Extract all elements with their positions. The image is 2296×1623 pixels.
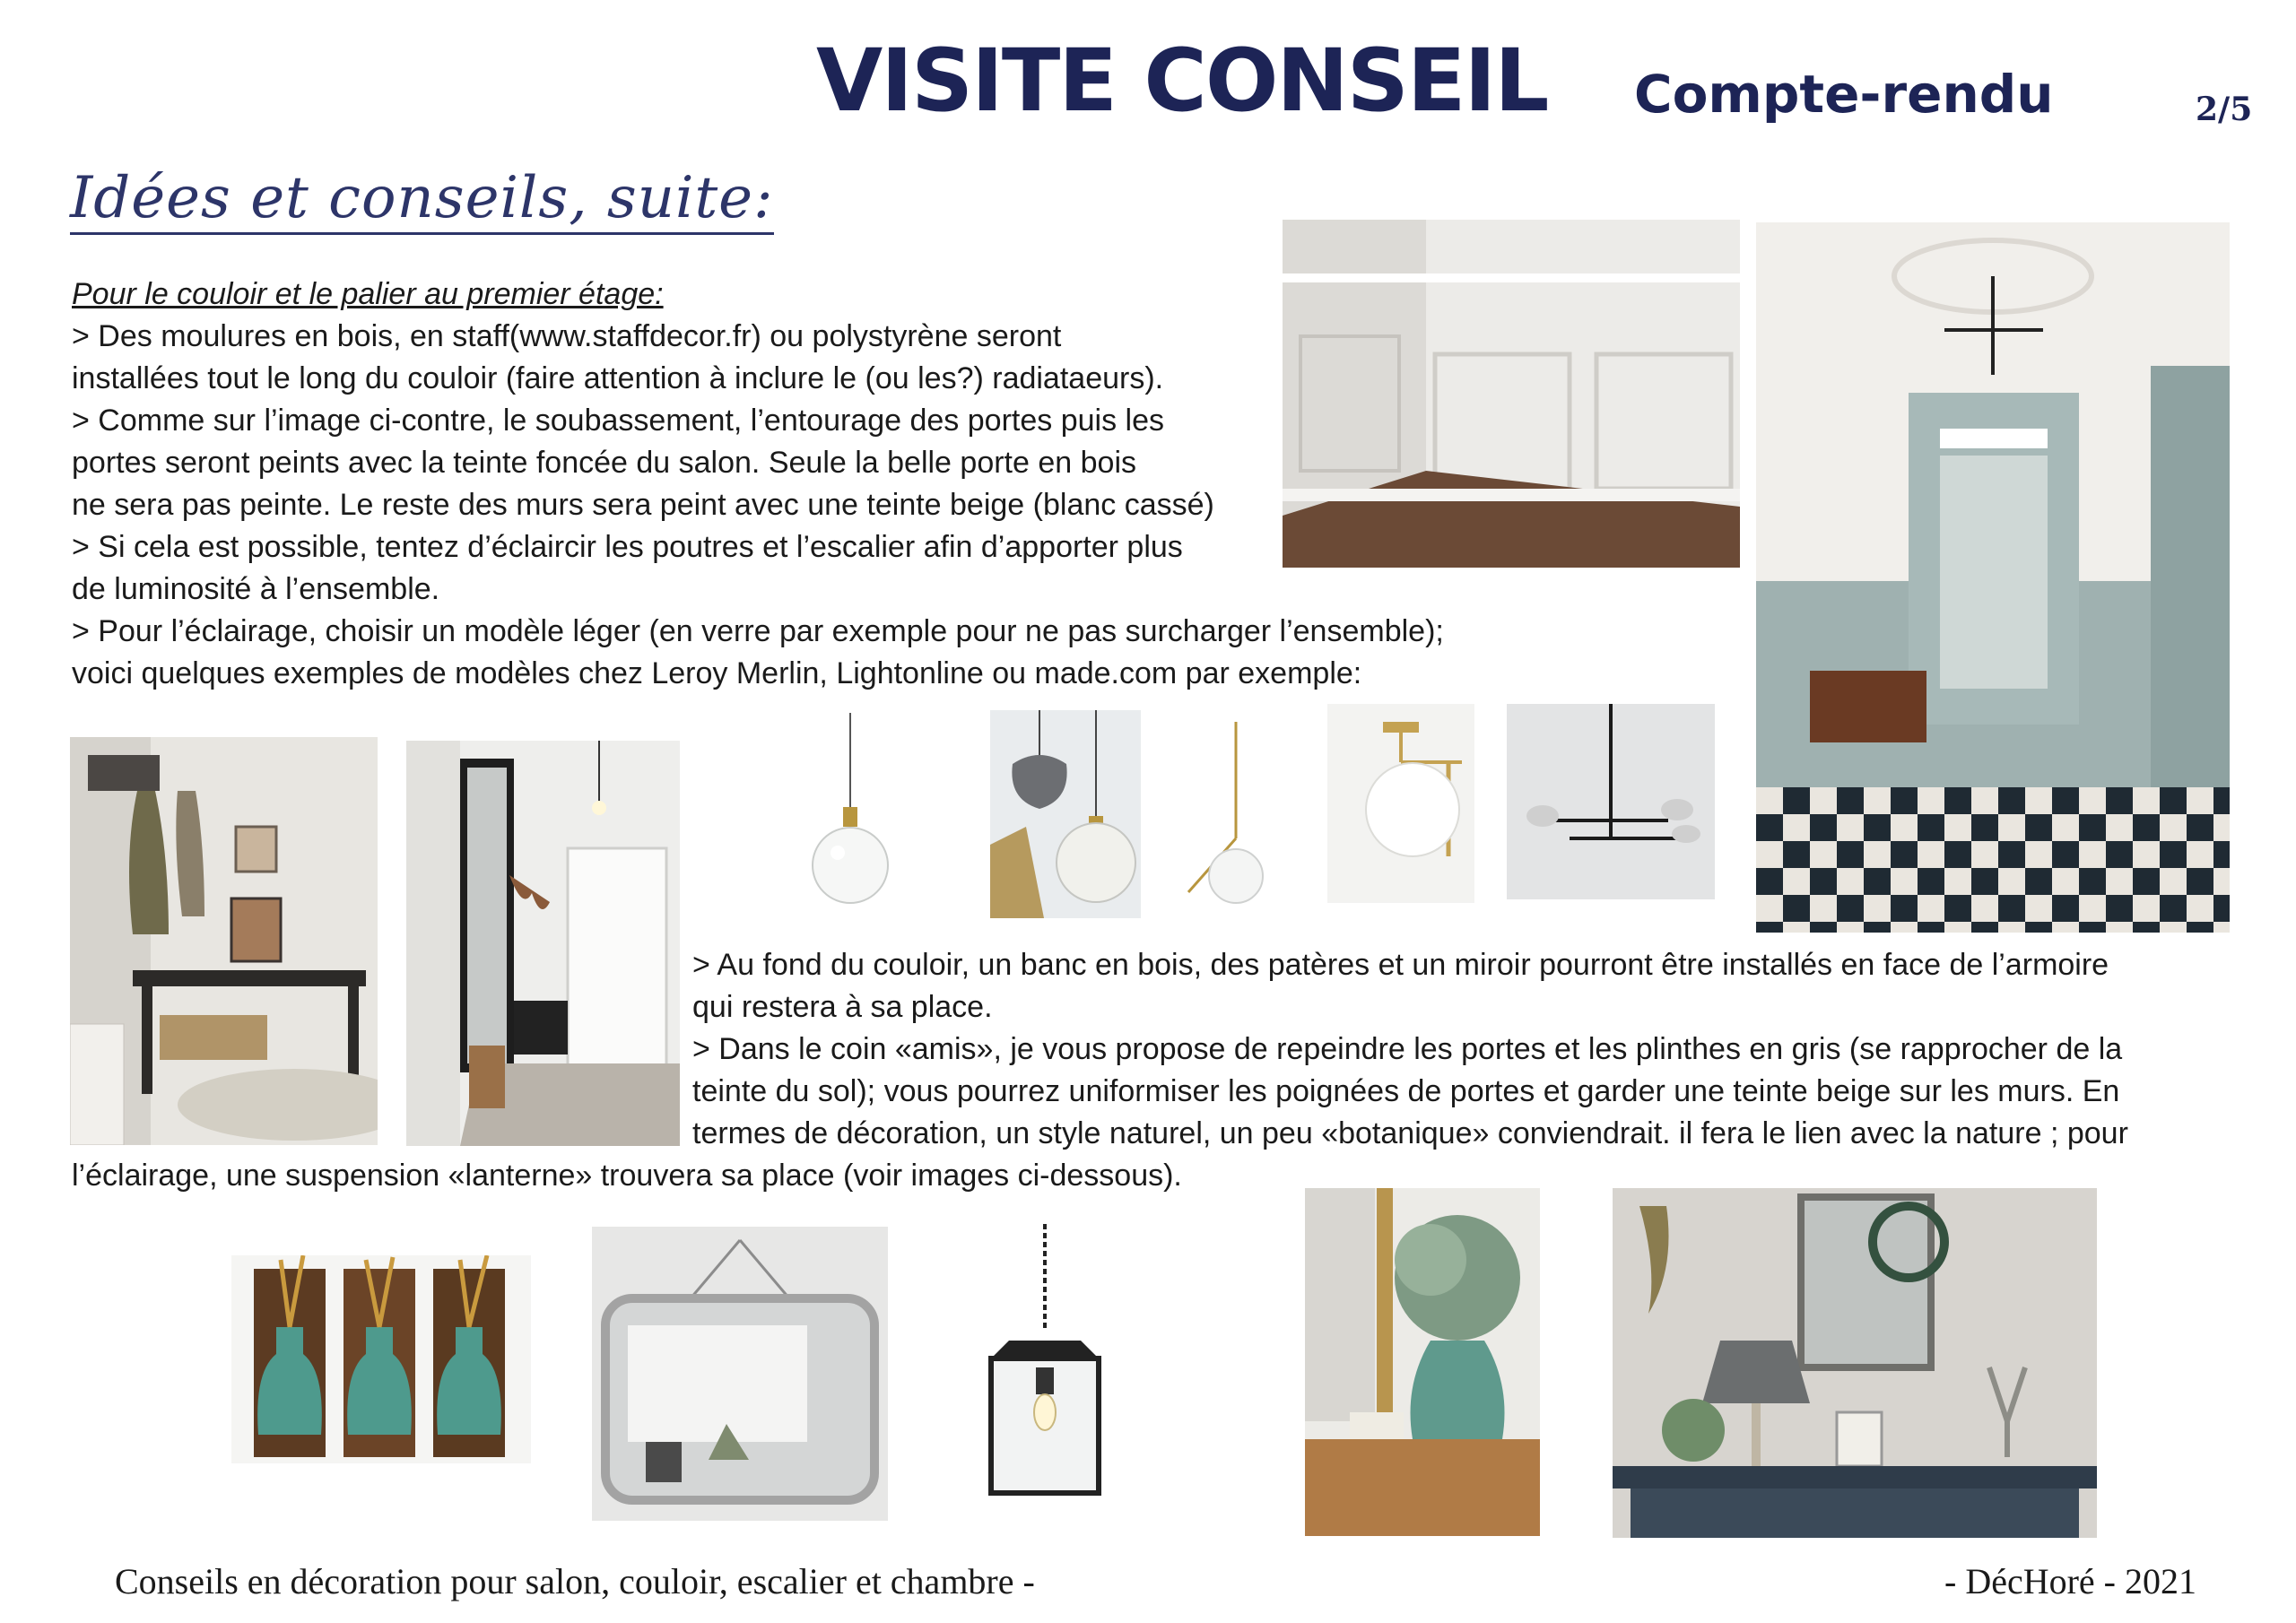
text-line: l’éclairage, une suspension «lanterne» trouvera sa place (voir images ci-dessous). bbox=[72, 1159, 1182, 1193]
section-heading: Idées et conseils, suite: bbox=[70, 169, 774, 235]
hallway-mirror-photo bbox=[406, 741, 680, 1146]
black-chandelier-photo bbox=[1507, 704, 1715, 899]
text-line: > Des moulures en bois, en staff(www.staffdecor.fr) ou polystyrène seront bbox=[72, 319, 1062, 353]
text-line: > Pour l’éclairage, choisir un modèle léger (en verre par exemple pour ne pas surcharger l’ensemble); bbox=[72, 614, 1444, 648]
brass-wall-globe-photo bbox=[1327, 704, 1474, 903]
globe-pendant-photo bbox=[778, 713, 913, 919]
eucalyptus-vase-photo bbox=[1305, 1188, 1540, 1536]
page-number: 2/5 bbox=[2196, 91, 2253, 128]
corridor-intro: Pour le couloir et le palier au premier étage: bbox=[72, 277, 664, 311]
metal-mirror-photo bbox=[592, 1227, 888, 1521]
text-line: qui restera à sa place. bbox=[692, 990, 993, 1024]
text-line: voici quelques exemples de modèles chez Leroy Merlin, Lightonline ou made.com par exemple: bbox=[72, 656, 1362, 690]
text-line: > Dans le coin «amis», je vous propose de repeindre les portes et les plinthes en gris (se rapprocher de la bbox=[692, 1032, 2123, 1066]
botanical-console-photo bbox=[1613, 1188, 2097, 1538]
text-line: de luminosité à l’ensemble. bbox=[72, 572, 440, 606]
bottle-vases-photo bbox=[231, 1255, 531, 1463]
lantern-pendant-photo bbox=[973, 1224, 1117, 1500]
moulding-wall-photo bbox=[1283, 220, 1740, 568]
brass-floor-lamp-photo bbox=[1175, 722, 1278, 917]
smoked-glass-pendants-photo bbox=[990, 710, 1141, 918]
page-title: VISITE CONSEIL bbox=[816, 30, 1548, 131]
text-line: portes seront peints avec la teinte foncée du salon. Seule la belle porte en bois bbox=[72, 446, 1136, 480]
text-line: termes de décoration, un style naturel, un peu «botanique» conviendrait. il fera le lien avec la nature ; pour bbox=[692, 1116, 2128, 1150]
text-line: ne sera pas peinte. Le reste des murs sera peint avec une teinte beige (blanc cassé) bbox=[72, 488, 1214, 522]
footer-brand: - DécHoré - 2021 bbox=[1944, 1561, 2196, 1601]
entryway-bench-photo bbox=[70, 737, 378, 1145]
text-line: > Au fond du couloir, un banc en bois, des patères et un miroir pourront être installés en face de l’armoire bbox=[692, 948, 2109, 982]
text-line: > Comme sur l’image ci-contre, le soubassement, l’entourage des portes puis les bbox=[72, 404, 1164, 438]
text-block-corridor bbox=[72, 273, 1444, 695]
page-subtitle: Compte-rendu bbox=[1634, 64, 2054, 125]
footer-text: Conseils en décoration pour salon, couloir, escalier et chambre - bbox=[115, 1561, 1035, 1601]
hallway-checkered-floor-photo bbox=[1756, 222, 2230, 933]
text-line: > Si cela est possible, tentez d’éclaircir les poutres et l’escalier afin d’apporter plus bbox=[72, 530, 1183, 564]
text-block-corner bbox=[692, 944, 2128, 1155]
text-line: teinte du sol); vous pourrez uniformiser les poignées de portes et garder une teinte beige sur les murs. En bbox=[692, 1074, 2120, 1108]
text-line: installées tout le long du couloir (faire attention à inclure le (ou les?) radiataeurs). bbox=[72, 361, 1164, 395]
